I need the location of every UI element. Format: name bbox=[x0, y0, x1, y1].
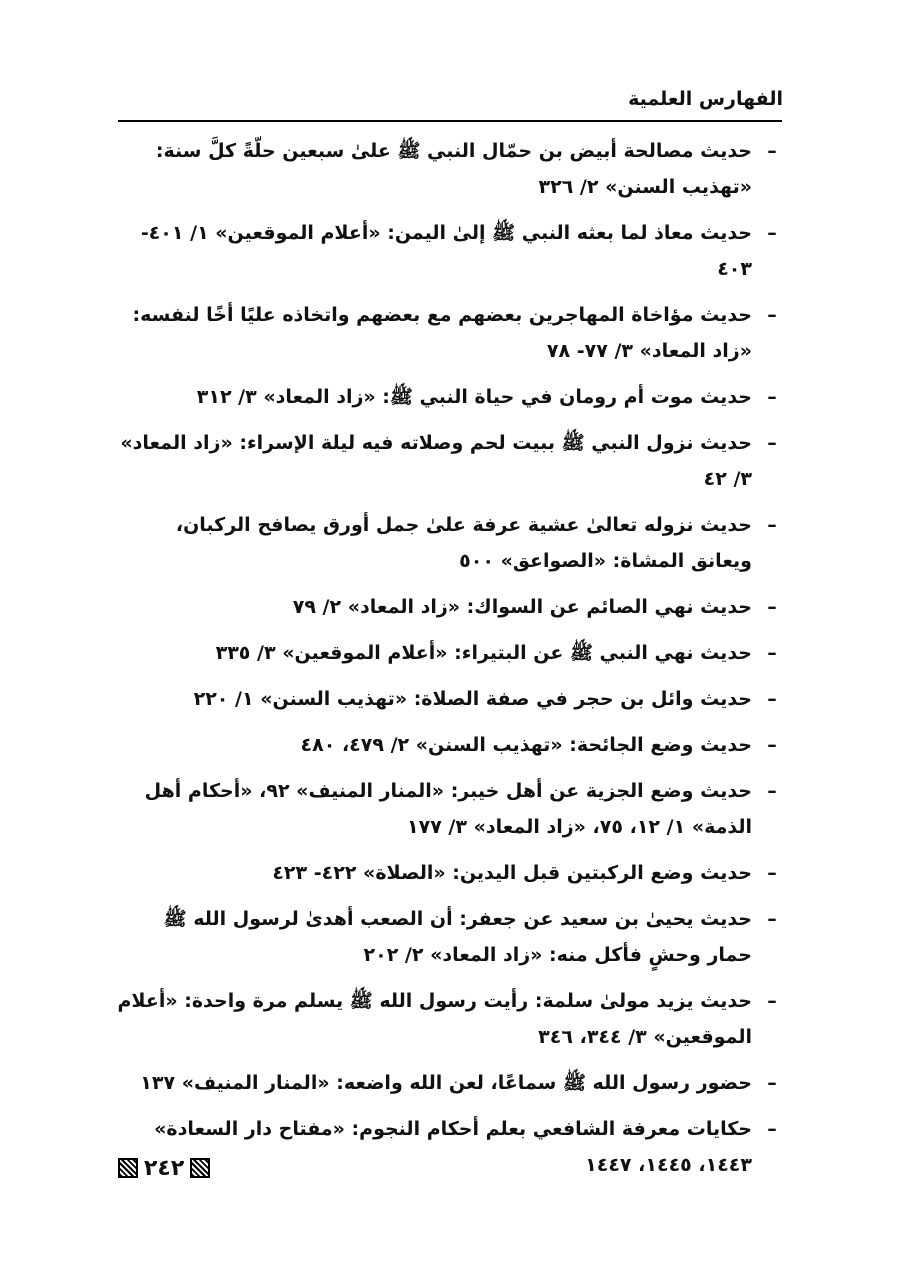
header-rule bbox=[118, 120, 782, 122]
index-entry bbox=[114, 425, 782, 497]
entry-dash: – bbox=[767, 140, 777, 162]
entry-text: حديث نهي الصائم عن السواك: «زاد المعاد» ٢/ ٧٩ bbox=[292, 596, 752, 618]
page-number: ٢٤٢ bbox=[144, 1155, 185, 1181]
entry-dash: – bbox=[767, 432, 777, 454]
entry-text: حديث نزول النبي ﷺ ببيت لحم وصلاته فيه ليلة الإسراء: «زاد المعاد» ٣/ ٤٢ bbox=[120, 432, 752, 490]
index-entry bbox=[114, 589, 782, 625]
ornament-left-icon bbox=[118, 1158, 138, 1178]
entry-dash: – bbox=[767, 688, 777, 710]
entry-dash: – bbox=[767, 596, 777, 618]
entry-text: حديث نزوله تعالىٰ عشية عرفة علىٰ جمل أورق يصافح الركبان، ويعانق المشاة: «الصواعق» ٥٠٠ bbox=[175, 514, 752, 572]
entry-text: حديث وائل بن حجر في صفة الصلاة: «تهذيب السنن» ١/ ٢٢٠ bbox=[193, 688, 752, 710]
entry-dash: – bbox=[767, 304, 777, 326]
index-entry bbox=[114, 983, 782, 1055]
ornament-right-icon bbox=[190, 1158, 210, 1178]
index-entries bbox=[114, 133, 782, 1193]
entry-text: حكايات معرفة الشافعي بعلم أحكام النجوم: «مفتاح دار السعادة» ١٤٤٣، ١٤٤٥، ١٤٤٧ bbox=[154, 1118, 752, 1176]
index-entry bbox=[114, 681, 782, 717]
entry-dash: – bbox=[767, 386, 777, 408]
page-number-block bbox=[118, 1153, 210, 1183]
entry-dash: – bbox=[767, 1072, 777, 1094]
entry-text: حديث مصالحة أبيض بن حمّال النبي ﷺ علىٰ سبعين حلّةً كلَّ سنة: «تهذيب السنن» ٢/ ٣٢٦ bbox=[155, 140, 752, 198]
entry-dash: – bbox=[767, 908, 777, 930]
index-entry bbox=[114, 297, 782, 369]
index-entry bbox=[114, 901, 782, 973]
entry-text: حديث يزيد مولىٰ سلمة: رأيت رسول الله ﷺ يسلم مرة واحدة: «أعلام الموقعين» ٣/ ٣٤٤، ٣٤٦ bbox=[117, 990, 752, 1048]
entry-dash: – bbox=[767, 780, 777, 802]
entry-text: حديث موت أم رومان في حياة النبي ﷺ: «زاد المعاد» ٣/ ٣١٢ bbox=[196, 386, 752, 408]
entry-text: حديث يحيىٰ بن سعيد عن جعفر: أن الصعب أهدىٰ لرسول الله ﷺ حمار وحشٍ فأكل منه: «زاد المعاد» ٢/ ٢٠٢ bbox=[163, 908, 752, 966]
entry-dash: – bbox=[767, 222, 777, 244]
index-entry bbox=[114, 507, 782, 579]
entry-dash: – bbox=[767, 1118, 777, 1140]
entry-dash: – bbox=[767, 734, 777, 756]
index-entry bbox=[114, 133, 782, 205]
entry-text: حديث معاذ لما بعثه النبي ﷺ إلىٰ اليمن: «أعلام الموقعين» ١/ ٤٠١- ٤٠٣ bbox=[140, 222, 752, 280]
entry-text: حديث وضع الجزية عن أهل خيبر: «المنار المنيف» ٩٢، «أحكام أهل الذمة» ١/ ١٢، ٧٥، «زاد المعاد» ٣/ ١٧٧ bbox=[144, 780, 752, 838]
index-entry bbox=[114, 635, 782, 671]
entry-dash: – bbox=[767, 514, 777, 536]
entry-text: حديث نهي النبي ﷺ عن البتيراء: «أعلام الموقعين» ٣/ ٣٣٥ bbox=[215, 642, 752, 664]
entry-text: حضور رسول الله ﷺ سماعًا، لعن الله واضعه: «المنار المنيف» ١٣٧ bbox=[140, 1072, 752, 1094]
index-entry bbox=[114, 727, 782, 763]
entry-text: حديث مؤاخاة المهاجرين بعضهم مع بعضهم واتخاذه عليًا أخًا لنفسه: «زاد المعاد» ٣/ ٧٧- ٧٨ bbox=[132, 304, 752, 362]
index-entry bbox=[114, 1065, 782, 1101]
entry-dash: – bbox=[767, 862, 777, 884]
entry-text: حديث وضع الجائحة: «تهذيب السنن» ٢/ ٤٧٩، ٤٨٠ bbox=[300, 734, 752, 756]
entry-text: حديث وضع الركبتين قبل اليدين: «الصلاة» ٤٢٢- ٤٢٣ bbox=[272, 862, 752, 884]
index-entry bbox=[114, 379, 782, 415]
index-entry bbox=[114, 215, 782, 287]
entry-dash: – bbox=[767, 990, 777, 1012]
running-header: الفهارس العلمية bbox=[628, 88, 783, 110]
index-entry bbox=[114, 773, 782, 845]
index-entry bbox=[114, 855, 782, 891]
index-entry bbox=[114, 1111, 782, 1183]
entry-dash: – bbox=[767, 642, 777, 664]
